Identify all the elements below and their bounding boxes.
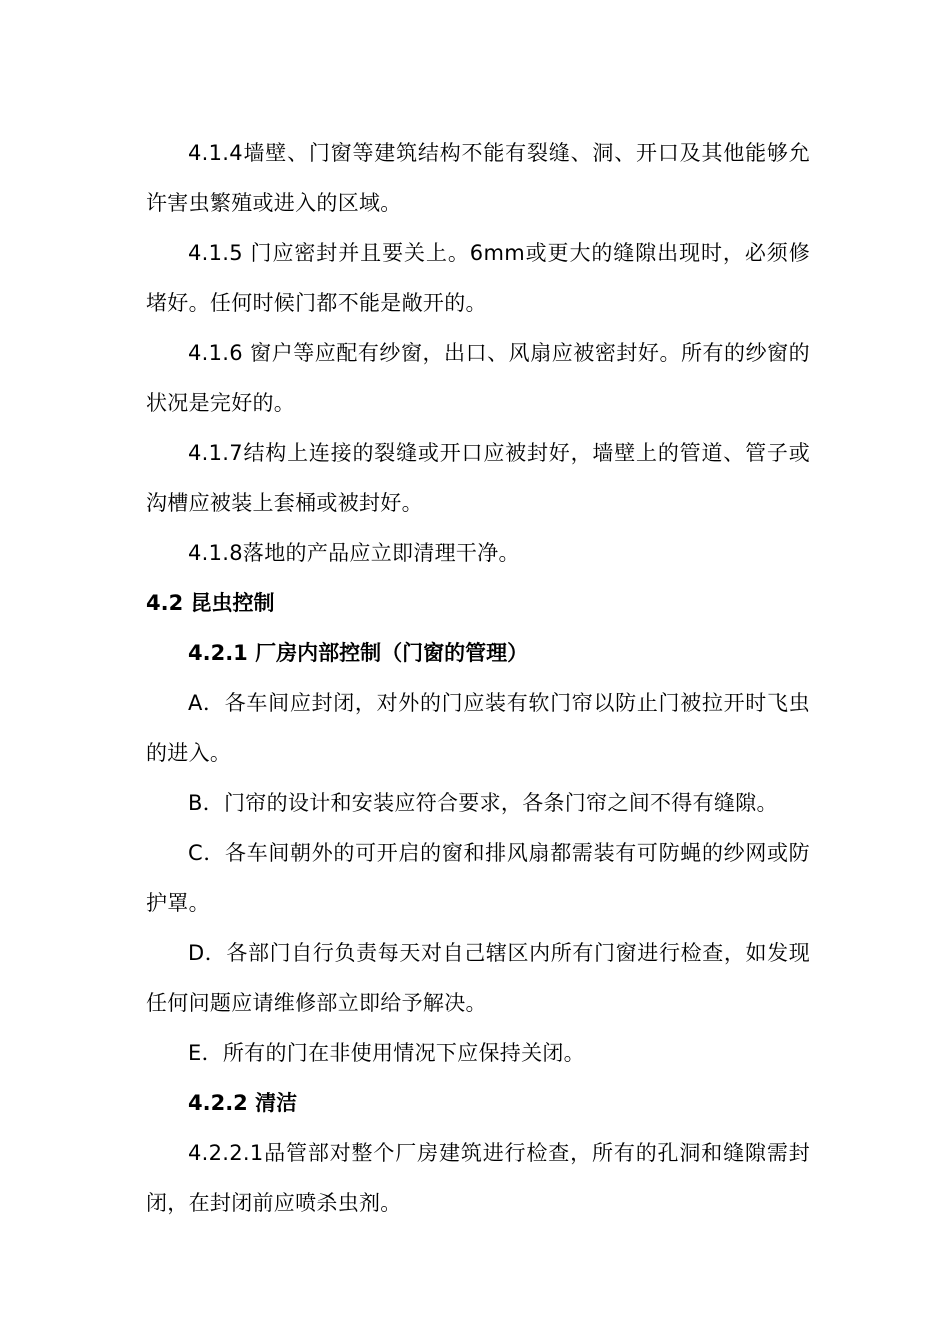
paragraph-item-e: E．所有的门在非使用情况下应保持关闭。: [188, 1041, 585, 1065]
subsection-heading-4-2-2: 4.2.2 清洁: [188, 1091, 298, 1115]
paragraph-item-b: B．门帘的设计和安装应符合要求，各条门帘之间不得有缝隙。: [188, 791, 778, 815]
paragraph-4-1-6: 4.1.6 窗户等应配有纱窗，出口、风扇应被密封好。所有的纱窗的状况是完好的。: [146, 341, 810, 415]
paragraph-4-2-2-1: 4.2.2.1品管部对整个厂房建筑进行检查，所有的孔洞和缝隙需封闭，在封闭前应喷杀虫剂。: [146, 1141, 810, 1215]
section-heading-4-2: 4.2 昆虫控制: [146, 591, 275, 615]
paragraph-item-c: C．各车间朝外的可开启的窗和排风扇都需装有可防蝇的纱网或防护罩。: [146, 841, 810, 915]
subsection-heading-4-2-1: 4.2.1 厂房内部控制（门窗的管理）: [188, 641, 529, 665]
paragraph-4-1-8: 4.1.8落地的产品应立即清理干净。: [188, 541, 520, 565]
paragraph-4-1-5: 4.1.5 门应密封并且要关上。6mm或更大的缝隙出现时，必须修堵好。任何时候门都不能是敞开的。: [146, 241, 810, 315]
paragraph-4-1-4: 4.1.4墙壁、门窗等建筑结构不能有裂缝、洞、开口及其他能够允许害虫繁殖或进入的区域。: [146, 141, 810, 215]
paragraph-4-1-7: 4.1.7结构上连接的裂缝或开口应被封好，墙壁上的管道、管子或沟槽应被装上套桶或被封好。: [146, 441, 810, 515]
paragraph-item-a: A．各车间应封闭，对外的门应装有软门帘以防止门被拉开时飞虫的进入。: [146, 691, 810, 765]
paragraph-item-d: D．各部门自行负责每天对自己辖区内所有门窗进行检查，如发现任何问题应请维修部立即给予解决。: [146, 941, 810, 1015]
document-page: [146, 128, 810, 1228]
